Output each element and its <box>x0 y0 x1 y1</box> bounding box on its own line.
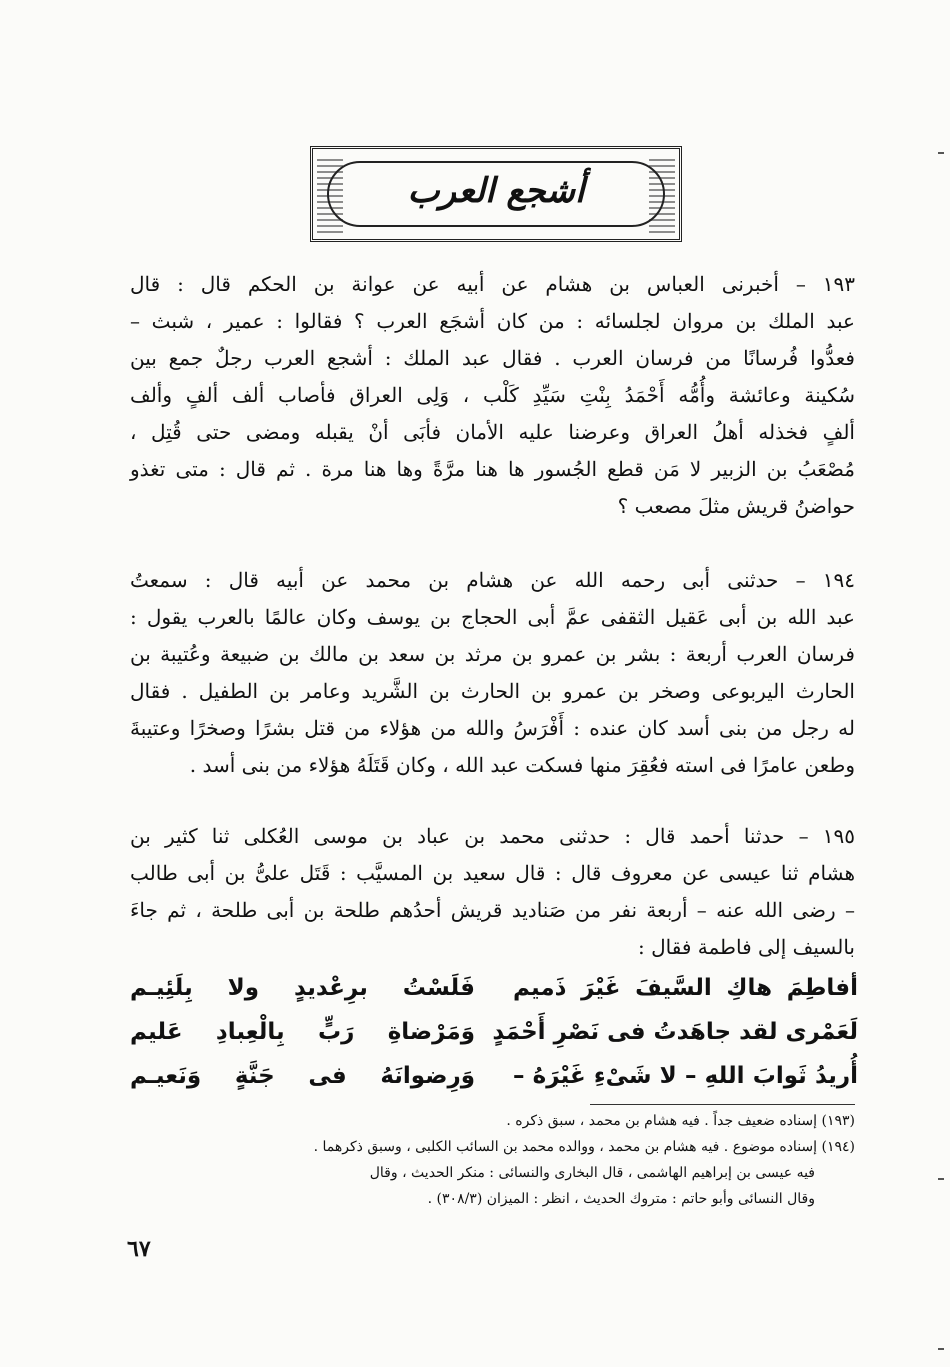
margin-mark-mid <box>938 1178 944 1180</box>
paragraph-194 <box>130 562 855 784</box>
text-line: الحارث اليربوعى وصخر بن عمرو بن الحارث بن الشَّريد وعامر بن الطفيل . فقال <box>130 679 855 703</box>
verse-second-hemistich: فَلَسْتُ برِعْديدٍ ولا بِلَئِيـم <box>130 975 475 1001</box>
text-line: حواضنُ قريش مثلَ مصعب ؟ <box>617 494 855 518</box>
title-ornament-frame <box>310 146 682 242</box>
footnote-194-continued: فيه عيسى بن إبراهيم الهاشمى ، قال البخارى والنسائى : منكر الحديث ، وقال <box>369 1165 815 1181</box>
verse-first-hemistich: أفاطِمَ هاكِ السَّيفَ غَيْرَ ذَميم <box>513 975 858 1001</box>
verse-row <box>130 1054 858 1098</box>
text-line: بالسيف إلى فاطمة فقال : <box>638 935 855 959</box>
text-line: عبد الملك بن مروان لجلسائه : من كان أشجَع العرب ؟ فقالوا : عمير ، شبث – <box>130 309 855 333</box>
paragraph-195 <box>130 818 855 966</box>
footnote-separator <box>590 1104 855 1105</box>
verse-second-hemistich: وَمَرْضاةِ رَبٍّ بِالْعِبادِ عَليم <box>130 1019 475 1045</box>
footnotes <box>160 1108 855 1212</box>
text-line: له رجل من بنى أسد كان عنده : أَفْرَسُ والله من هؤلاء من قتل بشرًا وصخرًا وعتيبةَ <box>130 716 855 740</box>
verse-first-hemistich: أُريدُ ثَوابَ اللهِ – لا شَىْءِ غَيْرَهُ – <box>513 1063 858 1089</box>
text-line: ١٩٣ – أخبرنى العباس بن هشام عن أبيه عن عوانة بن الحكم قال : قال <box>130 272 855 296</box>
margin-mark-bottom <box>938 1348 944 1350</box>
text-line: ألفٍ فخذله أهلُ العراق وعرضنا عليه الأمان فأبَى أنْ يقبله ومضى حتى قُتِل ، <box>130 420 855 444</box>
text-line: سُكينة وعائشة وأُمُّه أَحْمَدُ بِنْتِ سَيِّدِ كَلْب ، وَلِى العراق فأصاب ألف ألفٍ وألف <box>130 383 855 407</box>
footnote-194: (١٩٤) إسناده موضوع . فيه هشام بن محمد ، ووالده محمد بن السائب الكلبى ، وسبق ذكرهما . <box>313 1139 855 1155</box>
text-line: وطعن عامرًا فى استه فعُقِرَ منها فسكت عبد الله ، وكان قَتَلَهُ هؤلاء من بنى أسد . <box>189 753 855 777</box>
text-line: – رضى الله عنه – أربعة نفر من صَناديد قريش أحدُهم طلحة بن أبى طلحة ، ثم جاءَ <box>130 898 855 922</box>
verse-row <box>130 966 858 1010</box>
text-line: فعدُّوا فُرسانًا من فرسان العرب . فقال عبد الملك : أشجع العرب رجلٌ جمع بين <box>130 346 855 370</box>
verse-second-hemistich: وَرِضوانَهُ فى جَنَّةٍ وَنَعيـم <box>130 1063 475 1089</box>
text-line: ١٩٤ – حدثنى أبى رحمه الله عن هشام بن محمد عن أبيه قال : سمعتُ <box>130 568 855 592</box>
footnote-193: (١٩٣) إسناده ضعيف جداً . فيه هشام بن محمد ، سبق ذكره . <box>506 1113 855 1129</box>
poem-verses <box>130 966 858 1098</box>
text-line: فرسان العرب أربعة : بشر بن عمرو بن مرثد بن سعد بن مالك بن ضبيعة وعُتيبة بن <box>130 642 855 666</box>
text-line: هشام ثنا عيسى عن معروف قال : قال سعيد بن المسيَّب : قَتَل علىُّ بن أبى طالب <box>130 861 855 885</box>
verse-first-hemistich: لَعَمْرى لقد جاهَدتُ فى نَصْرِ أَحْمَدٍ <box>492 1019 858 1045</box>
text-line: مُصْعَبُ بن الزبير لا مَن قطع الجُسور ها هنا مرَّةً وها هنا مرة . ثم قال : متى تغذو <box>130 457 855 481</box>
paragraph-193 <box>130 266 855 525</box>
verse-row <box>130 1010 858 1054</box>
footnote-194-continued: وقال النسائى وأبو حاتم : متروك الحديث ، انظر : الميزان (٣٠٨/٣) . <box>427 1191 815 1207</box>
chapter-title: أشجع العرب <box>407 171 585 211</box>
page-number: ٦٧ <box>127 1236 151 1262</box>
text-line: ١٩٥ – حدثنا أحمد قال : حدثنى محمد بن عباد بن موسى العُكلى ثنا كثير بن <box>130 824 855 848</box>
text-line: عبد الله بن أبى عَقيل الثقفى عمَّ أبى الحجاج بن يوسف وكان عالمًا بالعرب يقول : <box>130 605 855 629</box>
margin-mark-top <box>938 152 944 154</box>
